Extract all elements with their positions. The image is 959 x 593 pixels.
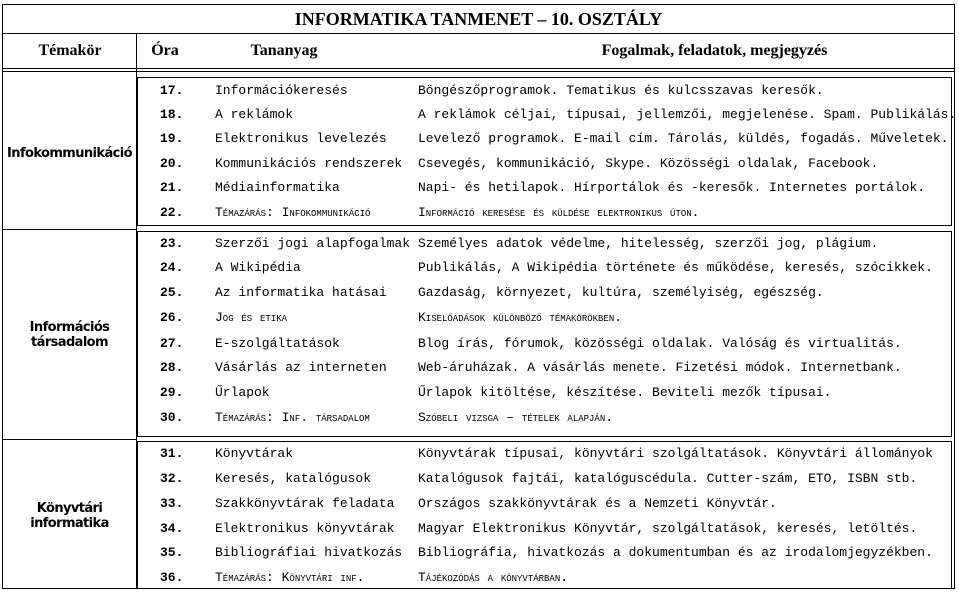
lesson-notes: Blog írás, fórumok, közösségi oldalak. Valóság és virtualitás.: [418, 336, 902, 351]
lesson-notes: Böngészőprogramok. Tematikus és kulcsszavas keresők.: [418, 83, 824, 98]
lesson-title: Témazárás: Infokommunikáció: [215, 205, 371, 220]
header-temakor: Témakör: [38, 42, 102, 59]
lesson-notes: Információ keresése és küldése elektronikus úton.: [418, 205, 700, 220]
lesson-number: 35.: [160, 545, 184, 560]
lesson-number: 20.: [160, 156, 184, 171]
lesson-notes: Személyes adatok védelme, hitelesség, szerzői jog, plágium.: [418, 236, 879, 251]
lesson-notes: Könyvtárak típusai, könyvtári szolgáltatások. Könyvtári állományok: [418, 446, 933, 461]
topic-infokommunikacio: Infokommunikáció: [7, 145, 132, 161]
lesson-notes: Levelező programok. E-mail cím. Tárolás, küldés, fogadás. Műveletek.: [418, 131, 949, 146]
lesson-notes: Csevegés, kommunikáció, Skype. Közösségi oldalak, Facebook.: [418, 156, 879, 171]
topic-konyvtari-informatika: Könyvtári informatika: [30, 500, 109, 531]
lesson-title: Az informatika hatásai: [215, 285, 387, 300]
lesson-number: 22.: [160, 205, 184, 220]
lesson-title: A reklámok: [215, 107, 294, 122]
header-divider: [3, 68, 954, 69]
lesson-number: 36.: [160, 570, 184, 585]
lesson-title: Könyvtárak: [215, 446, 294, 461]
topic-divider-1: [3, 229, 137, 230]
topic-divider-2: [3, 439, 137, 440]
lesson-number: 18.: [160, 107, 184, 122]
lesson-number: 21.: [160, 180, 184, 195]
lesson-title: Keresés, katalógusok: [215, 471, 372, 486]
lesson-title: Témazárás: Könyvtári inf.: [215, 570, 365, 585]
lesson-number: 33.: [160, 496, 184, 511]
lesson-number: 29.: [160, 385, 184, 400]
lesson-number: 24.: [160, 260, 184, 275]
lesson-title: Űrlapok: [215, 385, 270, 400]
lesson-notes: Tájékozódás a könyvtárban.: [418, 570, 569, 585]
lesson-number: 30.: [160, 410, 184, 425]
lesson-title: Médiainformatika: [215, 180, 340, 195]
lesson-notes: Országos szakkönyvtárak és a Nemzeti Könyvtár.: [418, 496, 777, 511]
header-ora: Óra: [151, 42, 179, 59]
lesson-notes: Katalógusok fajtái, katalóguscédula. Cutter-szám, ETO, ISBN stb.: [418, 471, 918, 486]
lesson-title: Szakkönyvtárak feladata: [215, 496, 395, 511]
lesson-title: Bibliográfiai hivatkozás: [215, 545, 403, 560]
lesson-number: 28.: [160, 360, 184, 375]
lesson-notes: Kiselőadások különböző témakörökben.: [418, 310, 623, 325]
lesson-number: 23.: [160, 236, 184, 251]
lesson-notes: Űrlapok kitöltése, készítése. Beviteli mezők típusai.: [418, 385, 832, 400]
lesson-number: 32.: [160, 471, 184, 486]
lesson-title: Vásárlás az interneten: [215, 360, 387, 375]
lesson-title: Jog és etika: [215, 310, 288, 325]
lesson-notes: Gazdaság, környezet, kultúra, személyiség, egészség.: [418, 285, 824, 300]
lesson-title: Elektronikus levelezés: [215, 131, 387, 146]
lesson-notes: Szóbeli vizsga – tételek alapján.: [418, 410, 614, 425]
lesson-title: A Wikipédia: [215, 260, 301, 275]
topic-informacios-tarsadalom: Információs társadalom: [29, 320, 110, 350]
header-divider-double: [3, 71, 954, 72]
lesson-notes: Magyar Elektronikus Könyvtár, szolgáltatások, keresés, letöltés.: [418, 521, 918, 536]
lesson-title: Szerzői jogi alapfogalmak: [215, 236, 411, 251]
lesson-number: 19.: [160, 131, 184, 146]
lesson-notes: Napi- és hetilapok. Hírportálok és -keresők. Internetes portálok.: [418, 180, 926, 195]
document-title: INFORMATIKA TANMENET – 10. OSZTÁLY: [294, 9, 663, 29]
lesson-title: Információkeresés: [215, 83, 348, 98]
lesson-notes: Bibliográfia, hivatkozás a dokumentumban és az irodalomjegyzékben.: [418, 545, 933, 560]
lesson-number: 26.: [160, 310, 184, 325]
header-tananyag: Tananyag: [250, 42, 318, 59]
lesson-title: Elektronikus könyvtárak: [215, 521, 395, 536]
lesson-number: 25.: [160, 285, 184, 300]
lesson-title: Kommunikációs rendszerek: [215, 156, 403, 171]
lesson-notes: Publikálás, A Wikipédia története és működése, keresés, szócikkek.: [418, 260, 933, 275]
lesson-title: Témazárás: Inf. társadalom: [215, 410, 370, 425]
lesson-notes: Web-áruházak. A vásárlás menete. Fizetési módok. Internetbank.: [418, 360, 902, 375]
lesson-number: 17.: [160, 83, 184, 98]
header-fogalmak: Fogalmak, feladatok, megjegyzés: [601, 42, 828, 59]
lesson-notes: A reklámok céljai, típusai, jellemzői, megjelenése. Spam. Publikálás.: [418, 107, 957, 122]
lesson-number: 31.: [160, 446, 184, 461]
lesson-title: E-szolgáltatások: [215, 336, 340, 351]
lesson-number: 34.: [160, 521, 184, 536]
lesson-number: 27.: [160, 336, 184, 351]
